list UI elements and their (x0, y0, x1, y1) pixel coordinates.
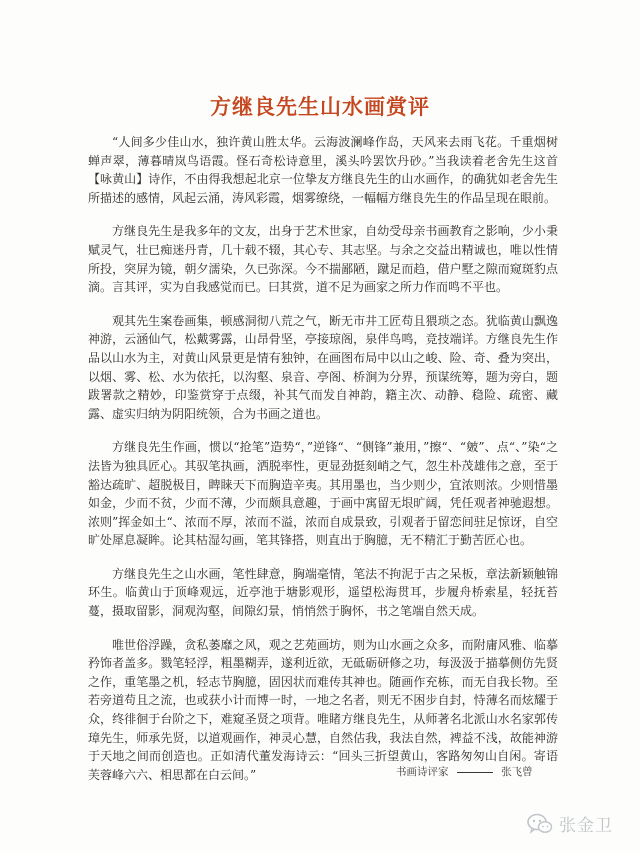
paragraph-1: “人间多少佳山水，独许黄山胜太华。云海波澜峰作岛，天风来去雨飞花。千重烟树蝉声翠，薄暮晴岚鸟语霞。怪石奇松诗意里，溪头吟罢饮丹砂。”当我读着老舍先生这首【咏黄山】诗作，不由得我想起北京一位挚友方继良先生的山水画作，的确犹如老舍先生所描述的感情，风起云涌，涛风彩霞，烟雾缭绕，一幅幅方继良先生的作品呈现在眼前。 (88, 135, 558, 205)
wechat-logo-icon (527, 813, 553, 835)
paragraph-2: 方继良先生是我多年的文友，出身于艺术世家，自幼受母亲书画教育之影响，少小秉赋灵气，壮已痴迷丹青，几十载不辍，其心专、其志坚。与余之交益出精诚也，唯以性情所投，突屏为镜，朝夕濡染，久已弥深。今不揣鄙陋，蹴足而趋，借户墅之隙而窥斑豹点滴。言其评，实为自我感觉而已。曰其赏，道不足为画家之所力作而鸣不平也。 (88, 224, 558, 295)
watermark (527, 811, 613, 836)
paragraph-5: 方继良先生之山水画，笔性肆意，胸端毫情，笔法不拘泥于古之呆板，章法新颖触锦环生。临黄山于顶峰观远，近亭池于塘影观形，遥望松海贯耳，步履舟桥索星，轻抚苔蔓，摄取留影，洞观沟壑，间隙幻景，悄悄然于胸怀，书之笔端自然天成。 (88, 566, 558, 619)
paragraph-4: 方继良先生作画，惯以“抢笔”造势“，”逆锋“、“侧锋”兼用，”擦“、“皴”、点“、”染“之法皆为独具匠心。其驭笔执画，洒脱率性，更显劲挺刻峭之气，忽生朴茂雄伟之意，至于豁达疏旷、超脱极目，睥睐天下而胸造辛夷。其用墨也，当少则少，宜浓则浓。少则惜墨如金，少而不贫，少而不薄，少而颇具意趣，于画中寓留无垠旷阔，凭任观者神驰遐想。浓则”挥金如土“、浓而不厚，浓而不溢，浓而自成景致，引观者于留恋间驻足惊讶，自空旷处犀息凝眸。论其枯湿勾画，笔其锋搭，则直出于胸臆，无不精汇于勤苦匠心也。 (88, 440, 558, 548)
signature-name: 张飞曾 (501, 766, 533, 778)
article-title: 方继良先生山水画赏评 (210, 94, 430, 119)
article-body (88, 133, 558, 799)
watermark-text: 张金卫 (559, 816, 613, 836)
author-signature (396, 764, 533, 779)
paragraph-6: 唯世俗浮躁，贪私萎靡之风，观之艺苑画坊，则为山水画之众多，而附庸风雅、临摹矜饰者盖多。戮笔轻浮，粗墨糊弄，遂利近欲，无砥砺研修之功，每汲汲于描摹侧仿先贤之作，重笔墨之机，轻志节胸臆，固因状而难传其神也。随画作充栋，而无自我长物。至若旁道苟且之流，也或获小计而博一时，一地之名者，则无不困步自封，恃薄名而炫耀于众，终徘徊于台阶之下，难窥圣贤之项背。唯睹方继良先生，从师著名北派山水名家郭传璋先生，师承先贤，以道观画作，神灵心慧，自然估我，我法自然，裨益不浅，故能神游于天地之间而创造也。正如清代董发海诗云：“回头三折望黄山，客路匆匆山自闲。寄语芙蓉峰六六、相思都在白云间。” (88, 637, 558, 782)
signature-role: 书画诗评家 (396, 766, 449, 778)
paragraph-3: 观其先生案卷画集，顿感洞彻八荒之气，断无市井工匠苟且猥琐之态。犹临黄山飘逸神游，云涵仙气，松戴雾露，山昂骨坚，亭接琼阁，泉伴鸟鸣，竞技端详。方继良先生作品以山水为主，对黄山风景更是情有独钟，在画图布局中以山之峻、险、奇、叠为突出，以烟、雾、松、水为依托，以沟壑、泉音、亭阁、桥涧为分界，预谋统筹，题为旁白，题跋署款之精妙，印鉴赏穿于点缀，补其气而发自神韵，籍主次、动静、稳险、疏密、藏露、虚实归纳为阴阳统领，合为书画之道也。 (88, 313, 558, 421)
signature-dash (457, 772, 493, 773)
